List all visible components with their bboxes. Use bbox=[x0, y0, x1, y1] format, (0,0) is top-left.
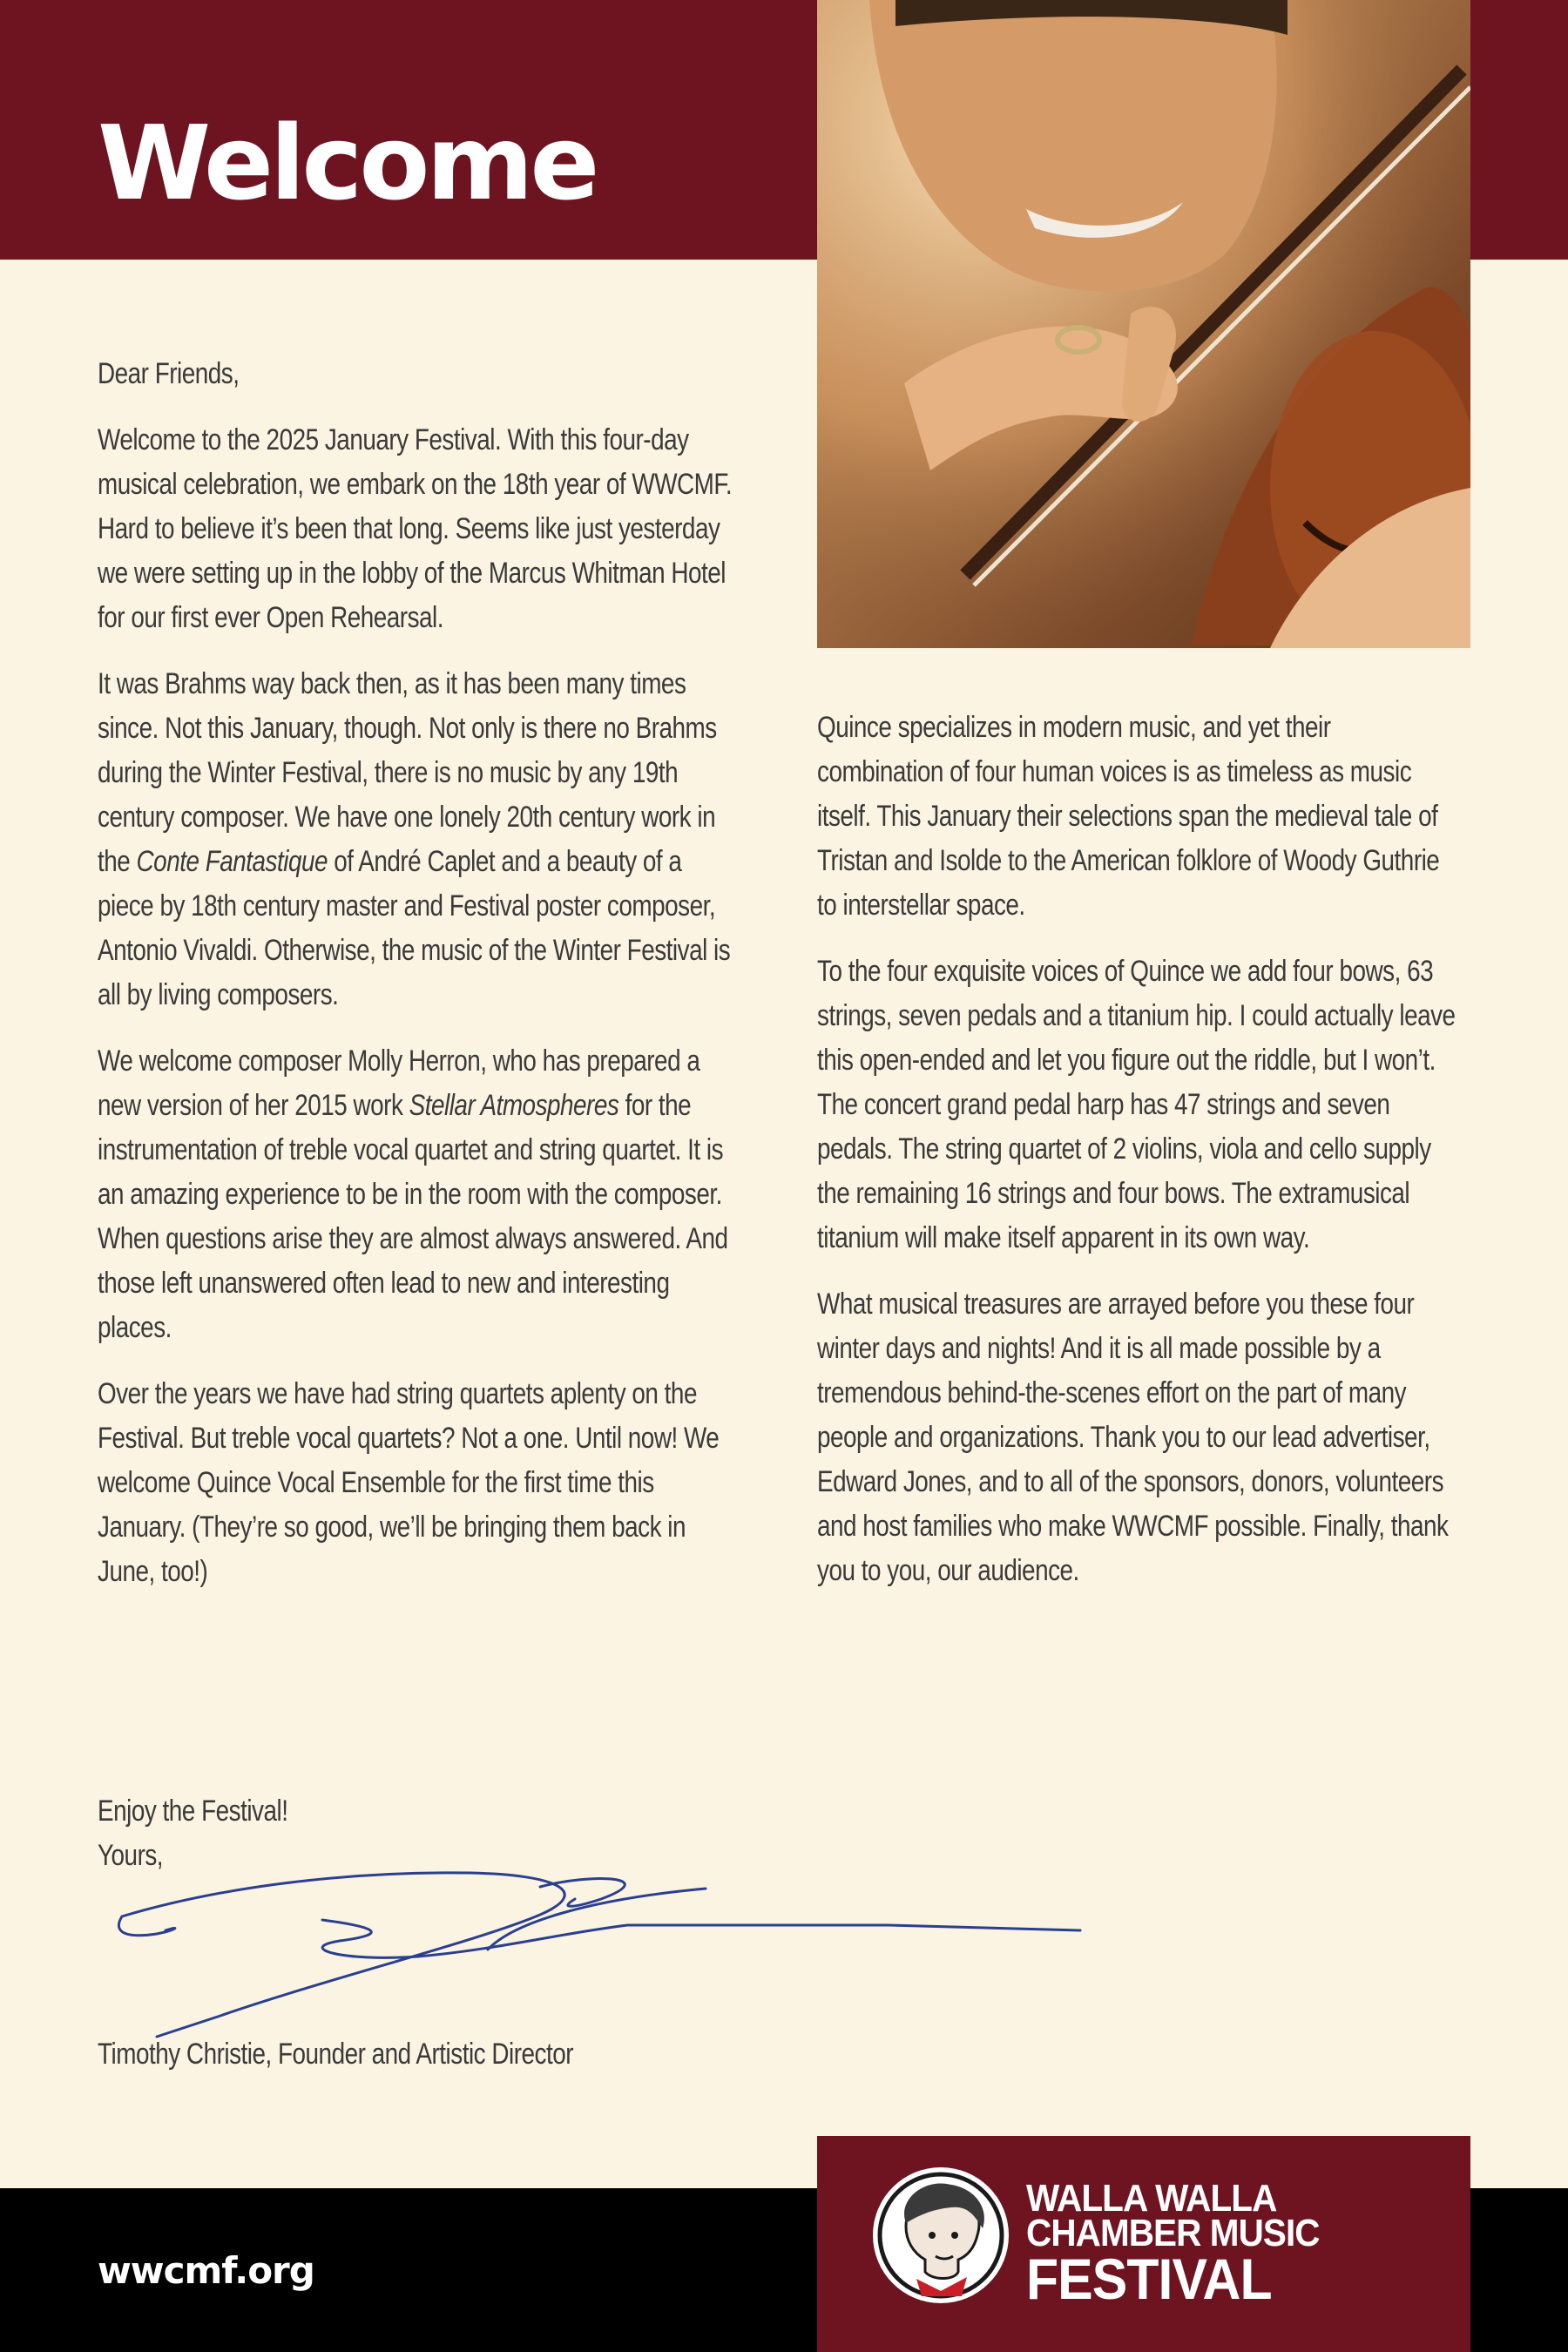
logo-line-3: FESTIVAL bbox=[1026, 2247, 1272, 2311]
paragraph-4: Over the years we have had string quartets aplenty on the Festival. But treble vocal quartets? Not a one. Until now! We welcome Quince Vocal Ensemble for the first time this January. (They’re so good, we’ll be bringing them back in June, too!) bbox=[98, 1377, 720, 1588]
closing-line: Enjoy the Festival! bbox=[98, 1794, 288, 1828]
signature-icon bbox=[105, 1847, 1106, 2038]
beethoven-emblem-icon bbox=[871, 2166, 1010, 2305]
paragraph-7: What musical treasures are arrayed before you these four winter days and nights! And it is all made possible by a tremendous behind-the-scenes effort on the part of many people and organizations. Thank you to our lead advertiser, Edward Jones, and to all of the sponsors, donors, volunteers and host families who make WWCMF possible. Finally, thank you to you, our audience. bbox=[817, 1288, 1449, 1587]
paragraph-6: To the four exquisite voices of Quince we add four bows, 63 strings, seven pedals and a titanium hip. I could actually leave this open-ended and let you figure out the riddle, but I won’t. The concert grand pedal harp has 47 strings and seven pedals. The string quartet of 2 violins, viola and cello supply the remaining 16 strings and four bows. The extramusical titanium will make itself apparent in its own way. bbox=[817, 955, 1456, 1254]
paragraph-1: Welcome to the 2025 January Festival. With this four-day musical celebration, we embark on the 18th year of WWCMF. Hard to believe it’s been that long. Seems like just yesterday we were setting up in the lobby of the Marcus Whitman Hotel for our first ever Open Rehearsal. bbox=[98, 423, 733, 634]
letter-left-column bbox=[98, 352, 740, 1616]
salutation: Dear Friends, bbox=[98, 357, 240, 390]
festival-logo bbox=[817, 2136, 1470, 2352]
signer-name: Timothy Christie, Founder and Artistic Director bbox=[98, 2038, 574, 2071]
logo-line-1: WALLA WALLA bbox=[1026, 2177, 1277, 2220]
violinist-illustration bbox=[817, 0, 1470, 648]
closing-yours: Yours, bbox=[98, 1839, 164, 1872]
website-link[interactable]: wwcmf.org bbox=[98, 2249, 314, 2292]
page-title: Welcome bbox=[98, 103, 597, 223]
violinist-photo bbox=[817, 0, 1470, 648]
paragraph-5: Quince specializes in modern music, and yet their combination of four human voices is as timeless as music itself. This January their selections span the medieval tale of Tristan and Isolde to the American folklore of Woody Guthrie to interstellar space. bbox=[817, 711, 1440, 922]
logo-line-2: CHAMBER MUSIC bbox=[1026, 2212, 1320, 2254]
paragraph-2: It was Brahms way back then, as it has been many times since. Not this January, though. Not only is there no Brahms during the Winter Festival, there is no music by any 19th century composer. We have one lonely 20th century work in the Conte Fantastique of André Caplet and a beauty of a piece by 18th century master and Festival poster composer, Antonio Vivaldi. Otherwise, the music of the Winter Festival is all by living composers. bbox=[98, 667, 731, 1011]
paragraph-3: We welcome composer Molly Herron, who has prepared a new version of her 2015 work Stellar Atmospheres for the instrumentation of treble vocal quartet and string quartet. It is an amazing experience to be in the room with the composer. When questions arise they are almost always answered. And those left unanswered often lead to new and interesting places. bbox=[98, 1044, 728, 1344]
letter-right-column bbox=[817, 706, 1460, 1615]
logo-text bbox=[1026, 2177, 1320, 2311]
